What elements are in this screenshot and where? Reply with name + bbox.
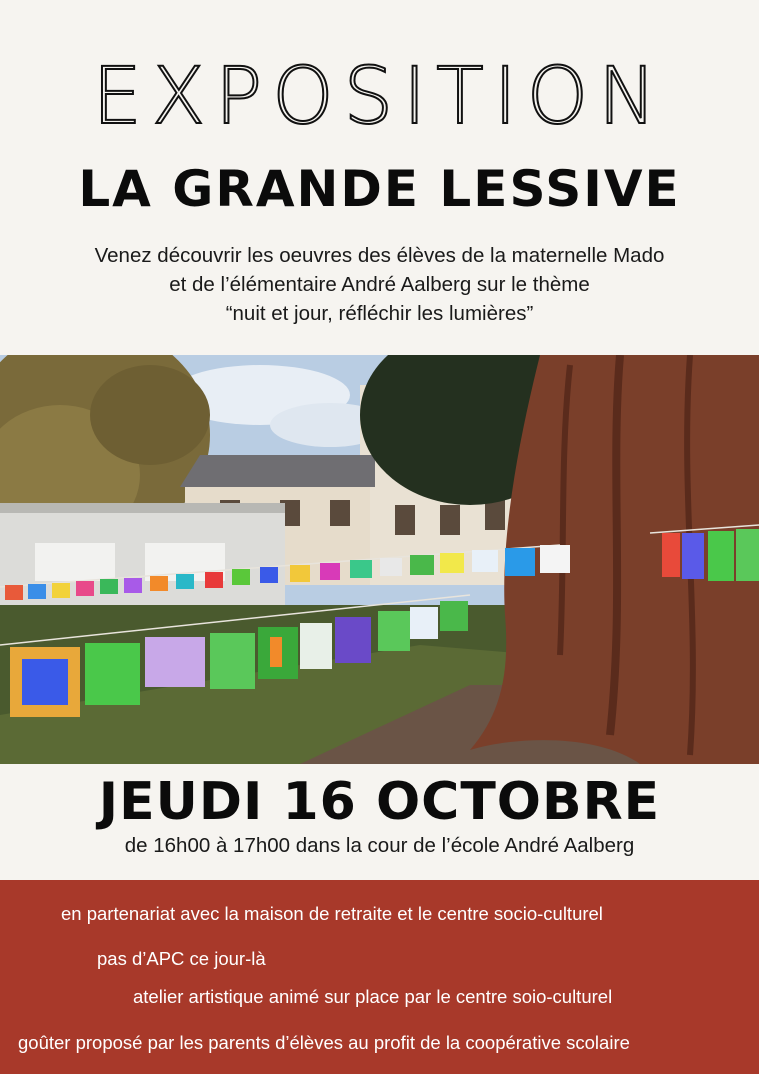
footer-line-apc: pas d’APC ce jour-là [97, 948, 266, 969]
intro-line: et de l’élémentaire André Aalberg sur le thème [169, 273, 590, 296]
footer-info [0, 880, 759, 1074]
intro-text [40, 241, 719, 328]
footer-line-snack: goûter proposé par les parents d’élèves au profit de la coopérative scolaire [18, 1032, 630, 1053]
intro-line: “nuit et jour, réfléchir les lumières” [225, 302, 534, 325]
event-time-place: de 16h00 à 17h00 dans la cour de l’école André Aalberg [124, 834, 635, 857]
exposition-title: EXPOSITION [92, 52, 667, 142]
footer-line-partnership: en partenariat avec la maison de retraite et le centre socio-culturel [61, 903, 603, 924]
footer-line-workshop: atelier artistique animé sur place par le centre soio-culturel [133, 986, 613, 1007]
event-name: LA GRANDE LESSIVE [78, 160, 681, 218]
event-date: JEUDI 16 OCTOBRE [98, 772, 661, 832]
intro-line: Venez découvrir les oeuvres des élèves de la maternelle Mado [94, 244, 665, 267]
schoolyard-photo [0, 355, 759, 764]
header [0, 0, 759, 355]
artworks-line-right [662, 529, 759, 581]
date-block [0, 764, 759, 880]
